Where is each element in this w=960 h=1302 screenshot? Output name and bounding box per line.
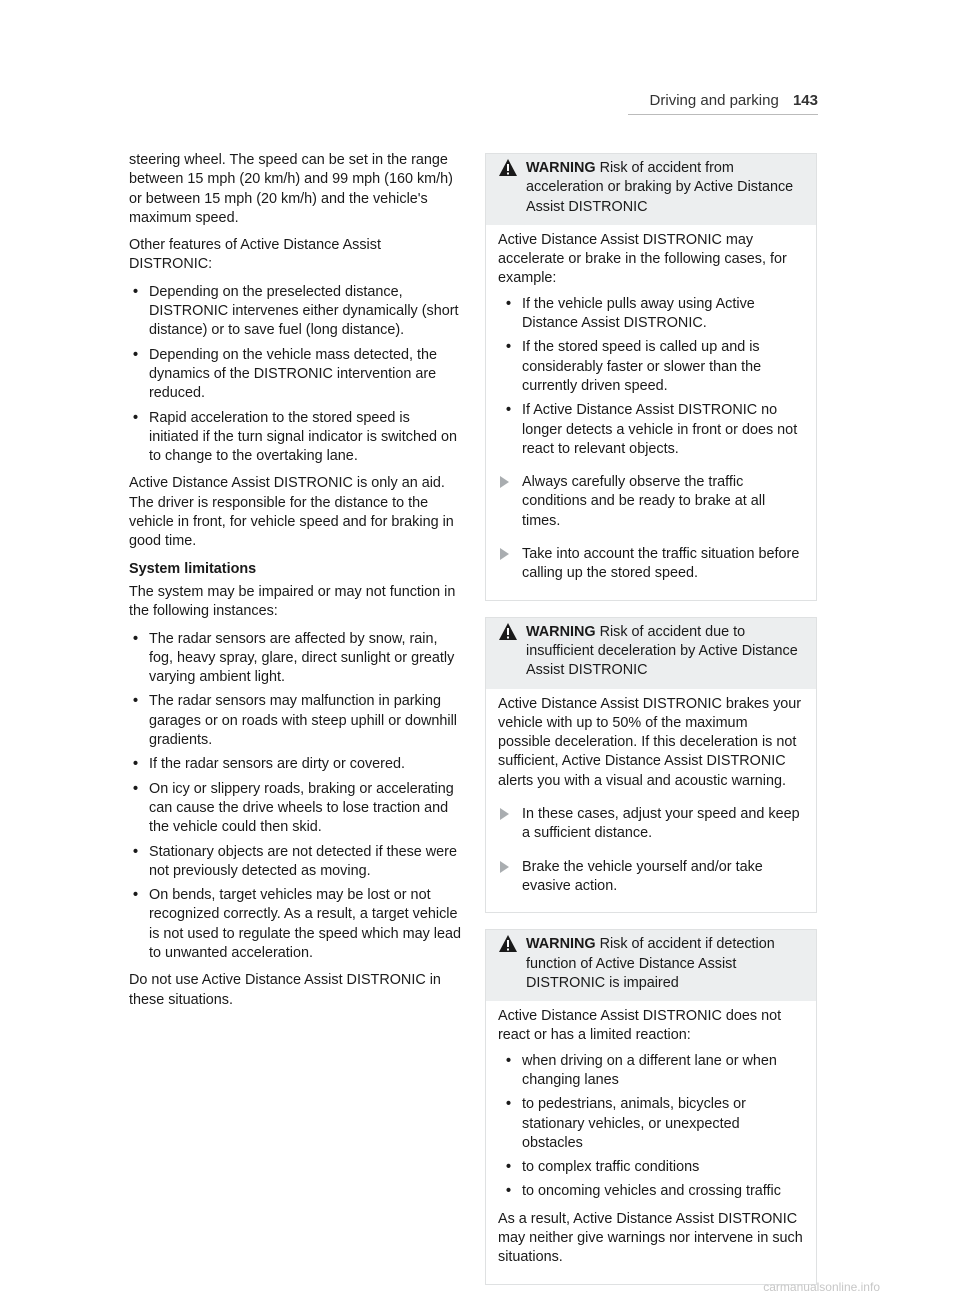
warning-text: Active Distance Assist DISTRONIC brakes your vehicle with up to 50% of the maximum possible deceleration. If this deceleration is not sufficient, Active Distance Assist DISTRONIC alerts you with a visual and acoustic warning. (498, 695, 802, 789)
list-item: • Depending on the vehicle mass detected, the dynamics of the DISTRONIC intervention are reduced. (149, 346, 461, 404)
list-item: • If Active Distance Assist DISTRONIC no longer detects a vehicle in front or does not react to relevant objects. (522, 401, 804, 459)
step-arrow-icon (498, 858, 522, 897)
list-item: • Depending on the preselected distance, DISTRONIC intervenes either dynamically (short distance) or to save fuel (long distance). (149, 283, 461, 341)
step-text: Brake the vehicle yourself and/or take evasive action. (522, 858, 763, 894)
step-arrow-icon (498, 805, 522, 844)
warning-triangle-icon (498, 158, 518, 177)
warning-list (498, 295, 804, 459)
warning-box-acceleration (485, 153, 817, 601)
list-item: • If the stored speed is called up and is considerably faster or slower than the currently driven speed. (522, 338, 804, 396)
left-column (129, 151, 461, 1018)
warning-header (486, 618, 816, 689)
warning-triangle-icon (498, 934, 518, 953)
step-text: In these cases, adjust your speed and keep a sufficient distance. (522, 806, 800, 842)
section-title: Driving and parking (649, 92, 779, 109)
list-item: • If the radar sensors are dirty or covered. (149, 755, 461, 774)
warning-label: WARNING (526, 160, 596, 176)
action-step (498, 545, 804, 584)
action-step (498, 805, 804, 844)
warning-label: WARNING (526, 623, 596, 640)
list-item: • when driving on a different lane or when changing lanes (522, 1052, 804, 1091)
watermark: carmanualsonline.info (763, 1280, 880, 1294)
step-text: Take into account the traffic situation before calling up the stored speed. (522, 546, 800, 582)
warning-title: Risk of accident from acceleration or braking by Active Distance Assist DISTRONIC (526, 160, 794, 215)
warning-body (486, 689, 816, 913)
warning-body (486, 1001, 816, 1284)
warning-title: Risk of accident due to insufficient deceleration by Active Distance Assist DISTRONIC (526, 623, 798, 679)
warning-header (486, 154, 816, 225)
warning-body (486, 225, 816, 600)
warning-closing: As a result, Active Distance Assist DISTRONIC may neither give warnings nor intervene in such situations. (498, 1210, 803, 1266)
warning-box-deceleration (485, 617, 817, 914)
list-item: • to oncoming vehicles and crossing traffic (522, 1182, 804, 1201)
warning-list (498, 1052, 804, 1202)
intro-paragraph: steering wheel. The speed can be set in the range between 15 mph (20 km/h) and 99 mph (160 km/h) or between 15 mph (20 km/h) and the vehicle's maximum speed. (129, 152, 453, 226)
list-item: • Rapid acceleration to the stored speed is initiated if the turn signal indicator is switched on to change to the overtaking lane. (149, 409, 461, 467)
list-item: • The radar sensors are affected by snow, rain, fog, heavy spray, glare, direct sunlight or greatly varying ambient light. (149, 630, 461, 688)
list-item: • to pedestrians, animals, bicycles or stationary vehicles, or unexpected obstacles (522, 1095, 804, 1153)
warning-text: Active Distance Assist DISTRONIC does not react or has a limited reaction: (498, 1008, 782, 1044)
list-item: • The radar sensors may malfunction in parking garages or on roads with steep uphill or downhill gradients. (149, 692, 461, 750)
limits-intro: The system may be impaired or may not function in the following instances: (129, 583, 456, 620)
warning-header (486, 930, 816, 1001)
list-item: • Stationary objects are not detected if these were not previously detected as moving. (149, 843, 461, 882)
list-item: • On icy or slippery roads, braking or accelerating can cause the drive wheels to lose traction and the vehicle could then skid. (149, 780, 461, 838)
right-column (485, 153, 817, 1301)
action-step (498, 858, 804, 897)
header-divider (628, 114, 818, 115)
list-item: • to complex traffic conditions (522, 1158, 804, 1177)
action-step (498, 473, 804, 531)
warning-text: Active Distance Assist DISTRONIC may accelerate or brake in the following cases, for example: (498, 231, 787, 287)
page-header (650, 92, 818, 109)
features-list (129, 283, 461, 467)
aid-paragraph: Active Distance Assist DISTRONIC is only an aid. The driver is responsible for the distance to the vehicle in front, for vehicle speed and for braking in good time. (129, 475, 454, 550)
warning-triangle-icon (498, 622, 518, 641)
closing-paragraph: Do not use Active Distance Assist DISTRONIC in these situations. (129, 972, 441, 1008)
system-limitations-heading: System limitations (129, 560, 257, 577)
warning-label: WARNING (526, 936, 596, 953)
list-item: • If the vehicle pulls away using Active Distance Assist DISTRONIC. (522, 295, 804, 334)
step-arrow-icon (498, 545, 522, 584)
step-arrow-icon (498, 473, 522, 531)
warning-title: Risk of accident if detection function of Active Distance Assist DISTRONIC is impaired (526, 936, 775, 991)
warning-box-detection (485, 929, 817, 1284)
list-item: • On bends, target vehicles may be lost or not recognized correctly. As a result, a target vehicle is not used to regulate the speed which may lead to unwanted acceleration. (149, 886, 461, 963)
limits-list (129, 630, 461, 964)
page-number: 143 (792, 92, 818, 109)
step-text: Always carefully observe the traffic conditions and be ready to brake at all times. (522, 474, 766, 529)
features-intro: Other features of Active Distance Assist DISTRONIC: (129, 237, 381, 273)
